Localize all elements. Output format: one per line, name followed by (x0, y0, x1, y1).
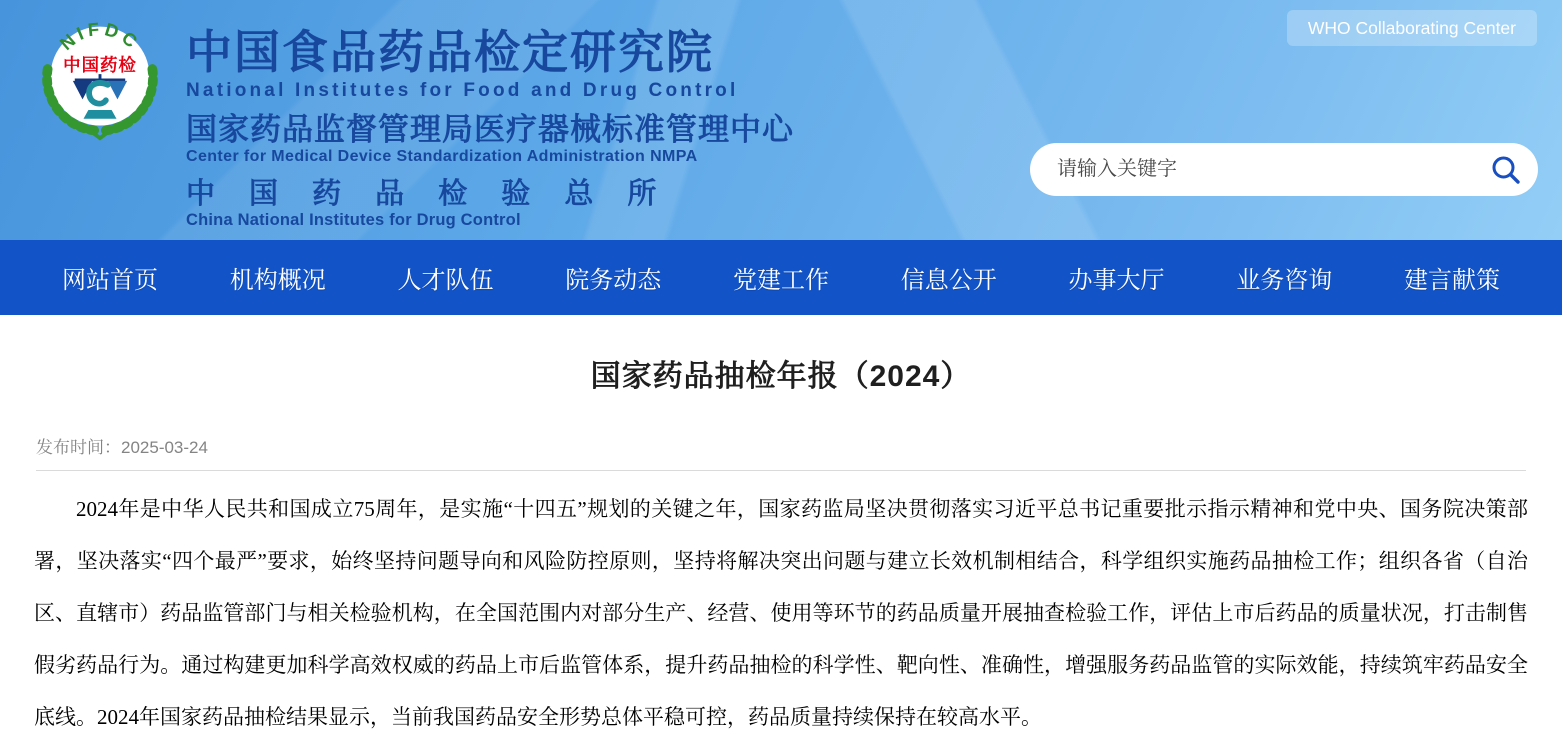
svg-text:中国药检: 中国药检 (63, 55, 137, 76)
search-icon (1490, 154, 1522, 186)
center-name-cn: 国家药品监督管理局医疗器械标准管理中心 (186, 112, 794, 147)
nifdc-logo[interactable] (36, 14, 164, 142)
article-title: 国家药品抽检年报（2024） (590, 360, 972, 393)
org-name-cn: 中国食品药品检定研究院 (186, 26, 714, 78)
nav-item-news[interactable]: 院务动态 (565, 267, 662, 294)
nav-item-talent[interactable]: 人才队伍 (397, 267, 494, 294)
org-name-en: National Institutes for Food and Drug Control (186, 80, 739, 101)
search-button[interactable] (1474, 143, 1538, 196)
institute-name-cn: 中 国 药 品 检 验 总 所 (186, 178, 670, 210)
nav-item-consulting[interactable]: 业务咨询 (1236, 267, 1333, 294)
nav-item-overview[interactable]: 机构概况 (229, 267, 326, 294)
search-input[interactable] (1030, 143, 1474, 196)
who-collaborating-center-button[interactable]: WHO Collaborating Center (1287, 10, 1537, 46)
article-body: 2024年是中华人民共和国成立75周年，是实施“十四五”规划的关键之年，国家药监局坚决贯彻落实习近平总书记重要批示指示精神和党中央、国务院决策部署，坚决落实“四个最严”要求，始终坚持问题导向和风险防控原则，坚持将解决突出问题与建立长效机制相结合，科学组织实施药品抽检工作；组织各省（自治区、直辖市）药品监管部门与相关检验机构，在全国范围内对部分生产、经营、使用等环节的药品质量开展抽查检验工作，评估上市后药品的质量状况，打击制售假劣药品行为。通过构建更加科学高效权威的药品上市后监管体系，提升药品抽检的科学性、靶向性、准确性，增强服务药品监管的实际效能，持续筑牢药品安全底线。2024年国家药品抽检结果显示，当前我国药品安全形势总体平稳可控，药品质量持续保持在较高水平。 (34, 497, 1528, 729)
nav-item-suggestions[interactable]: 建言献策 (1404, 267, 1500, 294)
publish-label: 发布时间： (36, 438, 121, 457)
nav-item-home[interactable]: 网站首页 (62, 267, 158, 294)
nifdc-logo-icon (36, 14, 164, 142)
search-bar (1030, 143, 1538, 196)
publish-date: 2025-03-24 (121, 438, 208, 457)
center-name-en: Center for Medical Device Standardization Administration NMPA (186, 148, 698, 165)
svg-text:NIFDC: NIFDC (55, 17, 145, 55)
article (0, 315, 1562, 743)
site-header (0, 0, 1562, 240)
publish-meta (36, 433, 1526, 458)
main-nav (0, 240, 1562, 315)
brand-block (186, 26, 794, 230)
institute-name-en: China National Institutes for Drug Control (186, 211, 521, 229)
nav-item-party[interactable]: 党建工作 (733, 267, 829, 294)
nav-item-service[interactable]: 办事大厅 (1068, 267, 1165, 294)
nav-item-disclosure[interactable]: 信息公开 (900, 267, 997, 294)
